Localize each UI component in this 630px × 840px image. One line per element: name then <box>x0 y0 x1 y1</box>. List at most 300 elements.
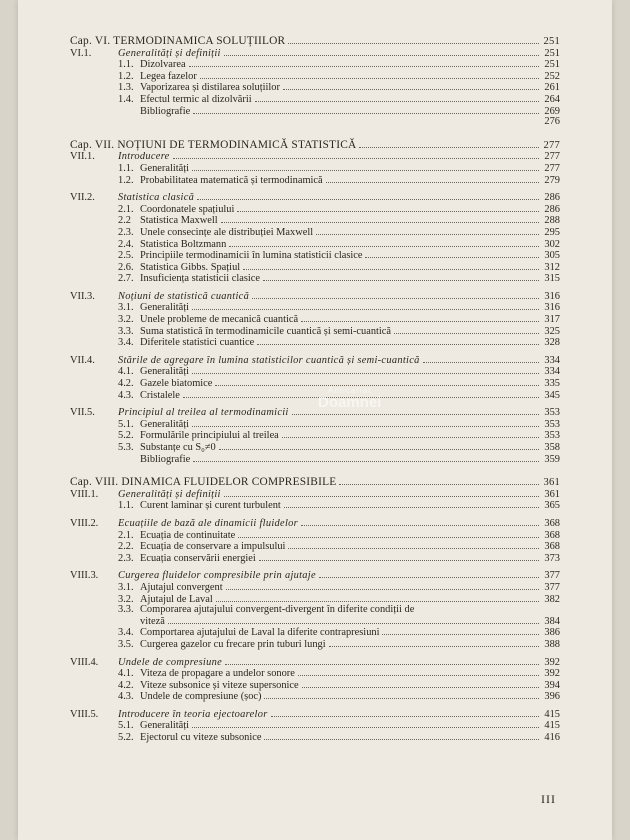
entry-title: Ejectorul cu viteze subsonice <box>140 732 262 744</box>
page-ref: 288 <box>544 215 560 227</box>
page-ref: 295 <box>544 226 560 238</box>
toc-sub-row <box>70 71 560 83</box>
entry-title: Generalități și definiții <box>118 488 221 500</box>
entry-title: Cristalele <box>140 389 180 401</box>
entry-number: 5.1. <box>118 720 134 732</box>
entry-title: Legea fazelor <box>140 70 197 82</box>
leader-dots <box>193 106 539 114</box>
leader-dots <box>326 175 539 183</box>
entry-title-wrap <box>118 176 323 187</box>
leader-dots <box>394 326 539 334</box>
entry-title-wrap <box>118 251 362 262</box>
page-ref: 386 <box>544 627 560 639</box>
leader-dots <box>284 500 539 508</box>
toc-sub-row <box>70 215 560 227</box>
page-ref: 382 <box>544 593 560 605</box>
page-ref: 277 <box>544 151 560 163</box>
toc-sec-row <box>70 291 560 303</box>
page-ref: 345 <box>544 389 560 401</box>
entry-title: Stările de agregare în lumina statisticilor cuantică și semi-cuantică <box>118 354 420 366</box>
entry-title-wrap <box>118 216 218 227</box>
entry-number: 4.3. <box>118 691 134 703</box>
page-ref: 415 <box>544 708 560 720</box>
entry-title-wrap <box>118 681 299 692</box>
leader-dots <box>298 668 539 676</box>
entry-title: Substanțe cu S₀≠0 <box>140 442 216 453</box>
leader-dots <box>219 442 539 450</box>
toc-sub-row <box>70 419 560 431</box>
page-ref: 415 <box>544 720 560 732</box>
page-ref: 251 <box>543 36 560 47</box>
watermark <box>318 387 381 410</box>
page-ref: 261 <box>544 82 560 94</box>
entry-title-wrap <box>70 571 316 582</box>
entry-title-wrap <box>70 658 222 669</box>
leader-dots <box>288 36 539 44</box>
toc-bib-row <box>70 454 560 466</box>
entry-number: 1.1. <box>118 500 134 512</box>
chapter-title: DINAMICA FLUIDELOR COMPRESIBILE <box>121 476 337 489</box>
leader-dots <box>224 489 539 497</box>
entry-number: VIII.5. <box>70 708 99 720</box>
entry-title: Diferitele statistici cuantice <box>140 337 255 349</box>
chapter-label: Cap. VII. <box>70 138 115 151</box>
chapter-title: TERMODINAMICA SOLUȚIILOR <box>113 35 286 47</box>
toc-sub-row <box>70 59 560 71</box>
entry-title: Suma statistică în termodinamicile cuantică și semi-cuantică <box>140 325 392 337</box>
entry-number: 2.7. <box>118 273 134 285</box>
page-ref: 305 <box>544 250 560 262</box>
toc-sub-row <box>70 430 560 442</box>
leader-dots <box>329 639 539 647</box>
entry-title: Unele consecințe ale distribuției Maxwell <box>140 226 314 238</box>
page-ref: 361 <box>544 488 560 500</box>
leader-dots <box>197 192 539 200</box>
entry-title: Statistica Boltzmann <box>140 238 227 250</box>
entry-title: Formulările principiului al treilea <box>140 430 279 442</box>
toc-sub-row <box>70 163 560 175</box>
entry-title-wrap <box>118 315 298 326</box>
page-ref: 279 <box>544 174 560 186</box>
leader-dots <box>189 59 539 67</box>
entry-title-wrap <box>118 617 165 628</box>
entry-title-wrap <box>70 408 289 419</box>
leader-dots <box>229 239 539 247</box>
entry-title: Generalități și definiții <box>118 47 221 59</box>
entry-title-wrap <box>118 420 189 431</box>
watermark-line2: Doamnei <box>318 394 382 411</box>
page-number: III <box>541 792 556 806</box>
page-ref: 392 <box>544 656 560 668</box>
entry-number: 2.4. <box>118 238 134 250</box>
entry-title: Comporarea ajutajului convergent-divergent în diferite condiții de <box>140 604 415 616</box>
toc-sub-row <box>70 582 560 594</box>
page-ref: 368 <box>544 541 560 553</box>
entry-title-wrap <box>118 531 235 542</box>
leader-dots <box>301 314 539 322</box>
entry-number: 3.2. <box>118 593 134 605</box>
entry-number: VIII.4. <box>70 656 99 668</box>
entry-title-wrap <box>140 107 190 118</box>
entry-title-wrap <box>118 338 254 349</box>
entry-number: VIII.1. <box>70 488 99 500</box>
leader-dots <box>288 541 539 549</box>
page-ref: 353 <box>544 407 560 419</box>
entry-title: Curgerea gazelor cu frecare prin tuburi lungi <box>140 638 326 650</box>
leader-dots <box>192 720 539 728</box>
entry-title: Gazele biatomice <box>140 378 213 390</box>
toc-sub-row <box>70 605 560 616</box>
leader-dots <box>252 291 539 299</box>
page-ref: 388 <box>544 638 560 650</box>
page-ref: 276 <box>544 116 560 128</box>
entry-title: Principiile termodinamicii în lumina statisticii clasice <box>140 250 363 262</box>
leader-dots <box>319 570 539 578</box>
entry-title: Ajutajul convergent <box>140 581 223 593</box>
leader-dots <box>215 378 539 386</box>
entry-number: 3.3. <box>118 325 134 337</box>
page-ref: 286 <box>544 203 560 215</box>
toc-sub-row <box>70 94 560 106</box>
page-ref: 384 <box>544 615 560 627</box>
page-ref: 361 <box>543 477 560 489</box>
page-ref: 377 <box>544 581 560 593</box>
entry-title-wrap <box>118 327 391 338</box>
entry-title-wrap <box>70 49 221 60</box>
page-ref: 359 <box>544 453 560 465</box>
page-ref: 353 <box>544 418 560 430</box>
entry-title: Principiul al treilea al termodinamicii <box>118 407 289 419</box>
entry-title: Vaporizarea și distilarea soluțiilor <box>140 82 280 94</box>
entry-title-wrap <box>118 721 189 732</box>
entry-title: Ecuația de continuitate <box>140 529 236 541</box>
entry-title-wrap <box>118 240 226 251</box>
page-ref: 312 <box>544 261 560 273</box>
entry-title-wrap <box>118 205 234 216</box>
entry-number: 2.5. <box>118 250 134 262</box>
entry-title-wrap <box>118 733 261 744</box>
entry-title-wrap <box>70 710 268 721</box>
entry-number: 1.2. <box>118 70 134 82</box>
entry-title-cont: viteză <box>140 615 165 627</box>
entry-number: 3.1. <box>118 581 134 593</box>
entry-number: 1.2. <box>118 174 134 186</box>
leader-dots <box>259 553 539 561</box>
entry-title: Introducere în teoria ejectoarelor <box>118 708 268 720</box>
leader-dots <box>283 82 539 90</box>
entry-number: 3.3. <box>118 604 134 616</box>
leader-dots <box>264 732 539 740</box>
bibliography-label: Bibliografie <box>140 105 191 117</box>
toc-cap-row <box>70 140 560 152</box>
entry-title-wrap <box>140 455 190 466</box>
toc-sub-row <box>70 680 560 692</box>
toc-sub-row <box>70 326 560 338</box>
entry-title-wrap <box>118 367 189 378</box>
entry-number: VII.3. <box>70 290 95 302</box>
toc-sub-row <box>70 262 560 274</box>
entry-number: 2.1. <box>118 203 134 215</box>
entry-title-wrap <box>118 303 189 314</box>
toc-sec-row <box>70 151 560 163</box>
entry-title-wrap <box>118 640 326 651</box>
leader-dots <box>423 355 539 363</box>
entry-title-wrap <box>118 542 285 553</box>
toc-sec-row <box>70 407 560 419</box>
entry-number: 2.3. <box>118 226 134 238</box>
toc-sec-row <box>70 570 560 582</box>
leader-dots <box>263 273 539 281</box>
leader-dots <box>221 215 539 223</box>
leader-dots <box>271 709 539 717</box>
entry-number: 3.1. <box>118 302 134 314</box>
leader-dots <box>255 94 539 102</box>
page-ref: 264 <box>544 93 560 105</box>
chapter-label: Cap. VI. <box>70 35 111 47</box>
leader-dots <box>302 680 539 688</box>
toc-sub-row <box>70 302 560 314</box>
entry-number: VI.1. <box>70 47 92 59</box>
entry-title: Ecuațiile de bază ale dinamicii fluidelor <box>118 517 298 529</box>
toc-sub-row <box>70 82 560 94</box>
page-ref: 392 <box>544 668 560 680</box>
toc-sec-row <box>70 709 560 721</box>
toc-sub-row <box>70 314 560 326</box>
entry-title-wrap <box>118 60 186 71</box>
toc-cap-row <box>70 477 560 489</box>
entry-title-wrap <box>118 443 216 454</box>
entry-number: 4.2. <box>118 378 134 390</box>
entry-number: 4.1. <box>118 366 134 378</box>
entry-title-wrap <box>118 501 281 512</box>
entry-number: 3.5. <box>118 638 134 650</box>
entry-title-wrap <box>118 72 197 83</box>
leader-dots <box>225 657 539 665</box>
entry-title-wrap <box>118 274 260 285</box>
chapter-label: Cap. VIII. <box>70 476 119 489</box>
entry-number: 3.4. <box>118 627 134 639</box>
toc-sub-row <box>70 691 560 703</box>
entry-title: Comportarea ajutajului de Laval la diferite contrapresiuni <box>140 627 380 639</box>
toc-sub-row <box>70 366 560 378</box>
leader-dots <box>168 616 539 624</box>
entry-number: VIII.3. <box>70 570 99 582</box>
entry-number: 1.3. <box>118 82 134 94</box>
entry-number: 5.1. <box>118 418 134 430</box>
entry-title-wrap <box>118 554 256 565</box>
entry-title-wrap <box>118 583 223 594</box>
toc-sec-row <box>70 657 560 669</box>
page-ref: 353 <box>544 430 560 442</box>
toc-sub-row <box>70 250 560 262</box>
page-ref: 316 <box>544 290 560 302</box>
page-ref: 251 <box>544 47 560 59</box>
entry-title: Generalități <box>140 302 190 314</box>
leader-dots <box>224 48 539 56</box>
entry-number: 5.3. <box>118 442 134 453</box>
entry-title-wrap <box>70 477 336 488</box>
bibliography-label: Bibliografie <box>140 453 191 465</box>
entry-title: Unele probleme de mecanică cuantică <box>140 314 299 326</box>
entry-number: VII.4. <box>70 354 95 366</box>
entry-title-wrap <box>70 519 298 530</box>
leader-dots <box>237 204 539 212</box>
entry-number: 2.2 <box>118 215 131 227</box>
entry-title-wrap <box>70 490 221 501</box>
entry-title: Coordonatele spațiului <box>140 203 235 215</box>
entry-number: 2.6. <box>118 261 134 273</box>
entry-title-wrap <box>118 263 240 274</box>
toc-sub-row <box>70 627 560 639</box>
entry-number: 5.2. <box>118 430 134 442</box>
entry-title: Probabilitatea matematică și termodinamică <box>140 174 323 186</box>
toc-sub-row <box>70 378 560 390</box>
page-ref: 377 <box>544 570 560 582</box>
entry-number: 2.3. <box>118 552 134 564</box>
leader-dots <box>192 302 539 310</box>
leader-dots <box>192 419 539 427</box>
entry-title-wrap <box>118 628 379 639</box>
entry-number: 4.3. <box>118 389 134 401</box>
entry-title-wrap <box>118 692 261 703</box>
entry-title: Generalități <box>140 366 190 378</box>
toc-sec-row <box>70 192 560 204</box>
toc-sub-row <box>70 668 560 680</box>
page-ref: 316 <box>544 302 560 314</box>
toc-sub-row <box>70 530 560 542</box>
table-of-contents <box>70 36 560 744</box>
page-ref: 416 <box>544 732 560 744</box>
page-ref: 335 <box>544 378 560 390</box>
page-ref: 302 <box>544 238 560 250</box>
toc-sub-row <box>70 273 560 285</box>
entry-title-wrap <box>70 292 249 303</box>
toc-sub-row <box>70 732 560 744</box>
toc-sub-row <box>70 541 560 553</box>
entry-title: Ecuația conservării energiei <box>140 552 256 564</box>
book-page <box>18 0 612 840</box>
leader-dots <box>173 151 539 159</box>
toc-sec-row <box>70 355 560 367</box>
entry-title-wrap <box>118 605 414 616</box>
leader-dots <box>257 337 539 345</box>
toc-sub-row <box>70 204 560 216</box>
leader-dots <box>339 477 539 485</box>
entry-title: Generalități <box>140 720 190 732</box>
entry-title: Ajutajul de Laval <box>140 593 213 605</box>
entry-number: 3.2. <box>118 314 134 326</box>
toc-sec-row <box>70 518 560 530</box>
entry-number: 1.4. <box>118 93 134 105</box>
page-ref: 394 <box>544 679 560 691</box>
watermark-line1: Anticariat <box>328 386 372 395</box>
entry-title: Noțiuni de statistică cuantică <box>118 290 250 302</box>
page-ref: 334 <box>544 354 560 366</box>
page-ref: 252 <box>544 70 560 82</box>
toc-sub-row <box>70 390 560 402</box>
entry-title: Statistica Gibbs. Spațiul <box>140 261 241 273</box>
entry-number: 2.1. <box>118 529 134 541</box>
leader-dots <box>316 227 539 235</box>
page-ref: 269 <box>544 105 560 117</box>
page-ref: 251 <box>544 59 560 71</box>
toc-sub-row <box>70 553 560 565</box>
leader-dots <box>365 250 539 258</box>
entry-title-wrap <box>118 431 279 442</box>
entry-title: Generalități <box>140 162 190 174</box>
leader-dots <box>226 582 539 590</box>
page-ref: 365 <box>544 500 560 512</box>
entry-title-wrap <box>70 152 170 163</box>
entry-title-wrap <box>70 356 420 367</box>
leader-dots <box>192 366 539 374</box>
page-ref: 334 <box>544 366 560 378</box>
entry-title: Insuficiența statisticii clasice <box>140 273 261 285</box>
leader-dots <box>359 140 539 148</box>
leader-dots <box>192 163 539 171</box>
entry-title: Viteze subsonice și viteze supersonice <box>140 679 299 691</box>
toc-sub-row <box>70 337 560 349</box>
entry-number: 5.2. <box>118 732 134 744</box>
page-ref: 373 <box>544 552 560 564</box>
leader-dots <box>238 530 539 538</box>
toc-sub-row <box>70 639 560 651</box>
leader-dots <box>243 262 539 270</box>
page-ref: 396 <box>544 691 560 703</box>
toc-sec-row <box>70 48 560 60</box>
toc-sub-row-cont <box>70 616 560 628</box>
page-ref: 286 <box>544 192 560 204</box>
entry-title: Generalități <box>140 418 190 430</box>
leader-dots <box>216 594 539 602</box>
leader-dots <box>301 518 539 526</box>
entry-number: VIII.2. <box>70 517 99 529</box>
entry-title: Dizolvarea <box>140 59 186 71</box>
leader-dots <box>382 627 539 635</box>
page-ref: 315 <box>544 273 560 285</box>
entry-number: 2.2. <box>118 541 134 553</box>
entry-title: Viteza de propagare a undelor sonore <box>140 668 295 680</box>
page-ref: 368 <box>544 517 560 529</box>
entry-title: Undele de compresiune <box>118 656 223 668</box>
entry-title-wrap <box>118 95 252 106</box>
toc-sub-row <box>70 500 560 512</box>
toc-sub-row <box>70 175 560 187</box>
entry-title: Undele de compresiune (șoc) <box>140 691 262 703</box>
toc-sub-row <box>70 442 560 454</box>
entry-number: VII.2. <box>70 192 95 204</box>
page-ref: 317 <box>544 314 560 326</box>
toc-sec-row <box>70 489 560 501</box>
leader-dots <box>264 691 539 699</box>
entry-number: VII.5. <box>70 407 95 419</box>
toc-sub-row <box>70 239 560 251</box>
leader-dots <box>200 71 539 79</box>
entry-title-wrap <box>70 193 194 204</box>
entry-number: 3.4. <box>118 337 134 349</box>
entry-number: 1.1. <box>118 162 134 174</box>
chapter-title: NOȚIUNI DE TERMODINAMICĂ STATISTICĂ <box>117 138 357 151</box>
entry-title-wrap <box>70 140 356 151</box>
entry-title-wrap <box>118 391 180 402</box>
entry-title: Efectul termic al dizolvării <box>140 93 252 105</box>
entry-number: VII.1. <box>70 151 95 163</box>
entry-number: 1.1. <box>118 59 134 71</box>
entry-title: Curent laminar și curent turbulent <box>140 500 281 512</box>
entry-title-wrap <box>118 669 295 680</box>
page-ref: 368 <box>544 529 560 541</box>
toc-sub-row <box>70 720 560 732</box>
